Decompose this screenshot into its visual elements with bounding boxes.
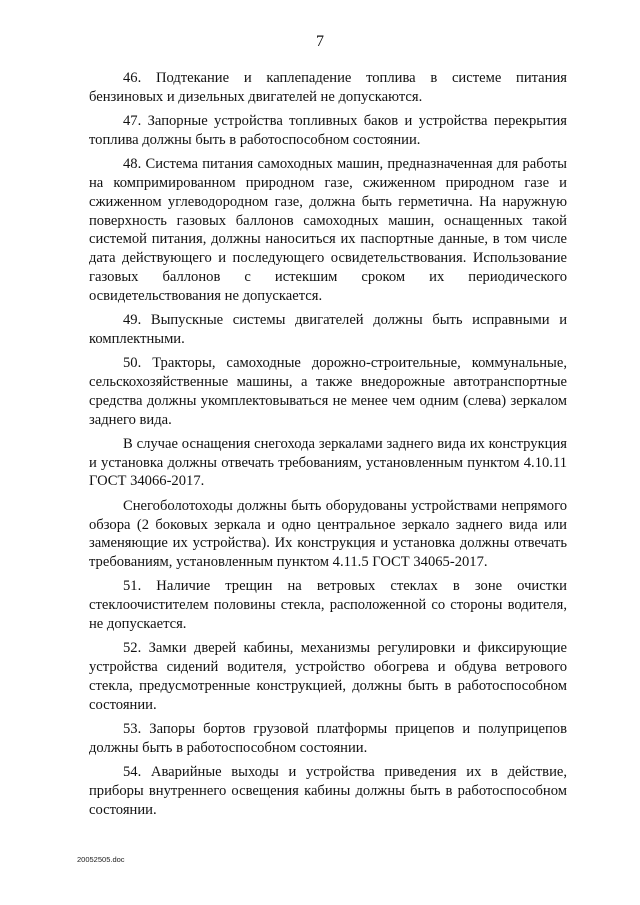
footer-file-code: 20052505.doc (77, 855, 125, 864)
paragraph-54: 54. Аварийные выходы и устройства приведения их в действие, приборы внутреннего освещения кабины должны быть в работоспособном состоянии. (89, 764, 567, 818)
paragraph-52: 52. Замки дверей кабины, механизмы регулировки и фиксирующие устройства сидений водителя, устройство обогрева и обдува ветрового стекла, предусмотренные конструкцией, должны быть в работоспособном состоянии. (89, 640, 567, 713)
paragraph-49: 49. Выпускные системы двигателей должны быть исправными и комплектными. (89, 312, 567, 347)
paragraph-50: 50. Тракторы, самоходные дорожно-строительные, коммунальные, сельскохозяйственные машины, а также внедорожные автотранспортные средства должны укомплектовываться не менее чем одним (слева) зеркалом заднего вида. (89, 355, 567, 428)
page-number: 7 (316, 33, 324, 50)
paragraph-47: 47. Запорные устройства топливных баков и устройства перекрытия топлива должны быть в работоспособном состоянии. (89, 113, 567, 148)
paragraph-50-snowmobile: В случае оснащения снегохода зеркалами заднего вида их конструкция и установка должны отвечать требованиям, установленным пунктом 4.10.11 ГОСТ 34066-2017. (89, 435, 567, 490)
document-body (89, 69, 567, 825)
paragraph-53: 53. Запоры бортов грузовой платформы прицепов и полуприцепов должны быть в работоспособном состоянии. (89, 721, 567, 756)
paragraph-46: 46. Подтекание и каплепадение топлива в системе питания бензиновых и дизельных двигателей не допускаются. (89, 70, 567, 105)
paragraph-50-swamp-vehicle: Снегоболотоходы должны быть оборудованы устройствами непрямого обзора (2 боковых зеркала и одно центральное зеркало заднего вида или заменяющие их устройства). Их конструкция и установка должны отвечать требованиям, установленным пунктом 4.11.5 ГОСТ 34065-2017. (89, 497, 567, 571)
paragraph-51: 51. Наличие трещин на ветровых стеклах в зоне очистки стеклоочистителем половины стекла, расположенной со стороны водителя, не допускается. (89, 578, 567, 633)
paragraph-48: 48. Система питания самоходных машин, предназначенная для работы на компримированном природном газе, сжиженном природном газе и сжиженном углеводородном газе, должна быть герметична. На наружную поверхность газовых баллонов самоходных машин, оснащенных такой системой питания, должны наноситься их паспортные данные, в том числе дата действующего и последующего освидетельствования. Использование газовых баллонов с истекшим сроком их периодического освидетельствования не допускается. (89, 156, 567, 304)
